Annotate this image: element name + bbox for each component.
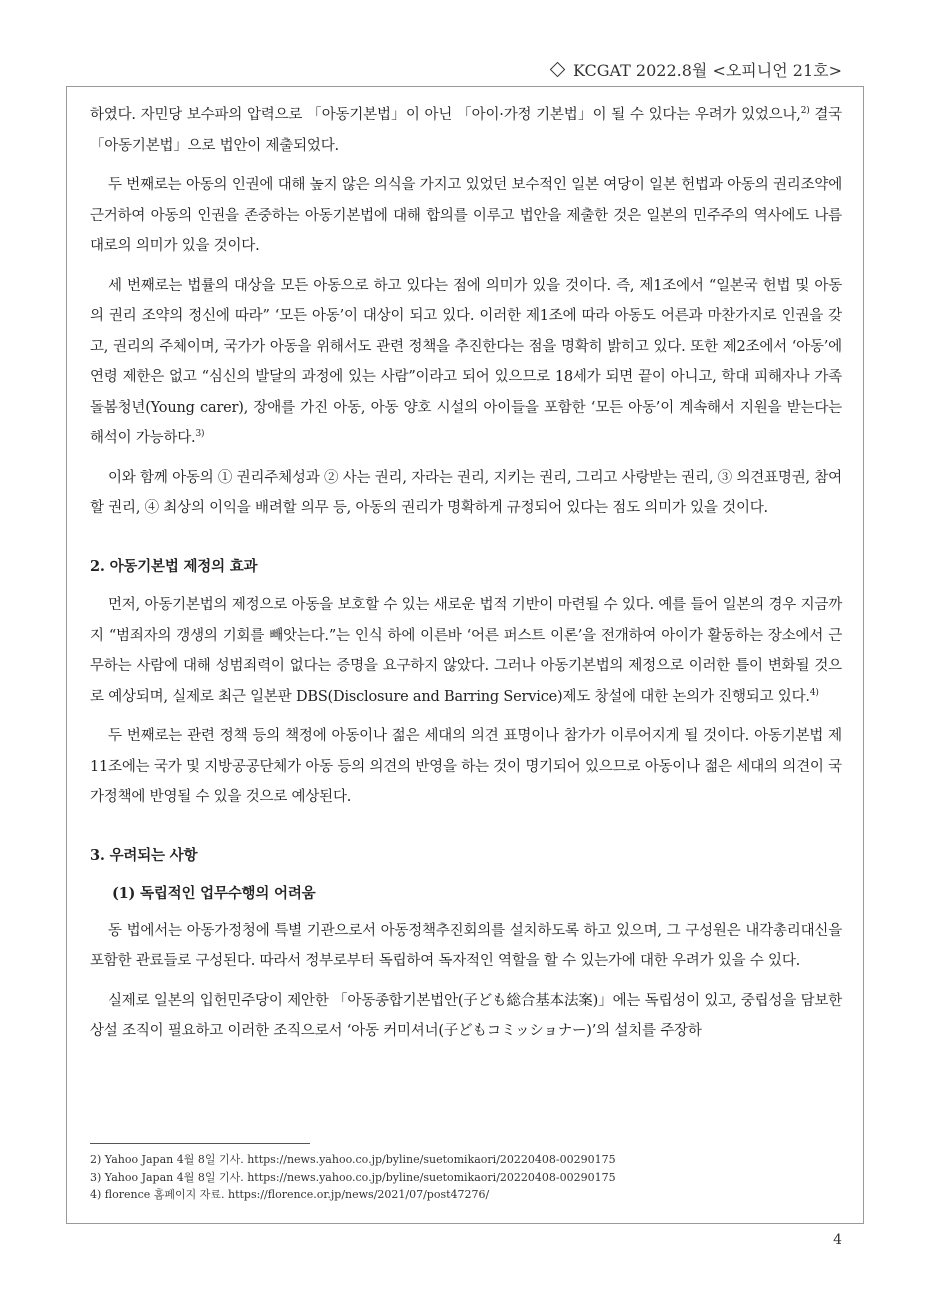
footnotes [90, 1151, 840, 1204]
paragraph-5-text: 먼저, 아동기본법의 제정으로 아동을 보호할 수 있는 새로운 법적 기반이 마련될 수 있다. 예를 들어 일본의 경우 지금까지 “범죄자의 갱생의 기회를 빼앗는다.”는 인식 하에 이른바 ‘어른 퍼스트 이론’을 전개하여 아이가 활동하는 장소에서 근무하는 사람에 대해 성범죄력이 없다는 증명을 요구하지 않았다. 그러나 아동기본법의 제정으로 이러한 틀이 변화될 것으로 예상되며, 실제로 최근 일본판 DBS(Disclosure and Barring Service)제도 창설에 대한 논의가 진행되고 있다. [90, 597, 842, 705]
paragraph-5 [90, 590, 842, 712]
footnote-divider [90, 1143, 310, 1144]
footnote-2: 2) Yahoo Japan 4월 8일 기사. https://news.yahoo.co.jp/byline/suetomikaori/20220408-00290175 [90, 1153, 616, 1166]
footnote-3: 3) Yahoo Japan 4월 8일 기사. https://news.yahoo.co.jp/byline/suetomikaori/20220408-00290175 [90, 1170, 616, 1184]
paragraph-8: 실제로 일본의 입헌민주당이 제안한 「아동종합기본법안(子ども総合基本法案)」에는 독립성이 있고, 중립성을 담보한 상설 조직이 필요하고 이러한 조직으로서 ‘아동 커미셔너(子どもコミッショナー)’의 설치를 주장하 [90, 992, 842, 1039]
paragraph-7: 동 법에서는 아동가정청에 특별 기관으로서 아동정책추진회의를 설치하도록 하고 있으며, 그 구성원은 내각총리대신을 포함한 관료들로 구성된다. 따라서 정부로부터 독립하여 독자적인 역할을 할 수 있는가에 대한 우려가 있을 수 있다. [90, 922, 842, 969]
paragraph-1 [90, 100, 842, 161]
paragraph-3 [90, 271, 842, 454]
footnote-ref-3[interactable]: 3) [195, 429, 205, 439]
section-3-subtitle: (1) 독립적인 업무수행의 어려움 [112, 885, 316, 902]
paragraph-1-text: 하였다. 자민당 보수파의 압력으로 「아동기본법」이 아닌 「아이·가정 기본법」이 될 수 있다는 우려가 있었으나, [90, 107, 801, 123]
header-text: KCGAT 2022.8월 <오피니언 21호> [572, 61, 842, 80]
page-header [552, 58, 842, 81]
section-3-title: 3. 우려되는 사항 [90, 846, 198, 864]
page-number: 4 [833, 1232, 842, 1248]
diamond-icon [550, 62, 566, 78]
paragraph-3-text: 세 번째로는 법률의 대상을 모든 아동으로 하고 있다는 점에 의미가 있을 것이다. 즉, 제1조에서 “일본국 헌법 및 아동의 권리 조약의 정신에 따라” ‘모든 아동’이 대상이 되고 있다. 이러한 제1조에 따라 아동도 어른과 마찬가지로 인권을 갖고, 권리의 주체이며, 국가가 아동을 위해서도 관련 정책을 추진한다는 점을 명확히 밝히고 있다. 또한 제2조에서 ‘아동’에 연령 제한은 없고 “심신의 발달의 과정에 있는 사람”이라고 되어 있으므로 18세가 되면 끝이 아니고, 학대 피해자나 가족돌봄청년(Young carer), 장애를 가진 아동, 아동 양호 시설의 아이들을 포함한 ‘모든 아동’이 계속해서 지원을 받는다는 해석이 가능하다. [90, 277, 842, 446]
paragraph-4: 이와 함께 아동의 ① 권리주체성과 ② 사는 권리, 자라는 권리, 지키는 권리, 그리고 사랑받는 권리, ③ 의견표명권, 참여할 권리, ④ 최상의 이익을 배려할 의무 등, 아동의 권리가 명확하게 규정되어 있다는 점도 의미가 있을 것이다. [90, 469, 842, 516]
footnote-ref-2[interactable]: 2) [800, 106, 810, 116]
paragraph-2: 두 번째로는 아동의 인권에 대해 높지 않은 의식을 가지고 있었던 보수적인 일본 여당이 일본 헌법과 아동의 권리조약에 근거하여 아동의 인권을 존중하는 아동기본법에 대해 합의를 이루고 법안을 제출한 것은 일본의 민주주의 역사에도 나름대로의 의미가 있을 것이다. [90, 177, 842, 254]
paragraph-6: 두 번째로는 관련 정책 등의 책정에 아동이나 젊은 세대의 의견 표명이나 참가가 이루어지게 될 것이다. 아동기본법 제11조에는 국가 및 지방공공단체가 아동 등의 의견의 반영을 하는 것이 명기되어 있으므로 아동이나 젊은 세대의 의견이 국가정책에 반영될 수 있을 것으로 예상된다. [90, 728, 842, 805]
footnote-4: 4) florence 홈페이지 자료. https://florence.or.jp/news/2021/07/post47276/ [90, 1188, 490, 1201]
section-2-title: 2. 아동기본법 제정의 효과 [90, 557, 258, 575]
paragraph-1-end: 결국 「아동기본법」으로 법안이 제출되었다. [90, 107, 842, 154]
document-body [90, 100, 842, 1056]
footnote-ref-4[interactable]: 4) [809, 687, 819, 698]
